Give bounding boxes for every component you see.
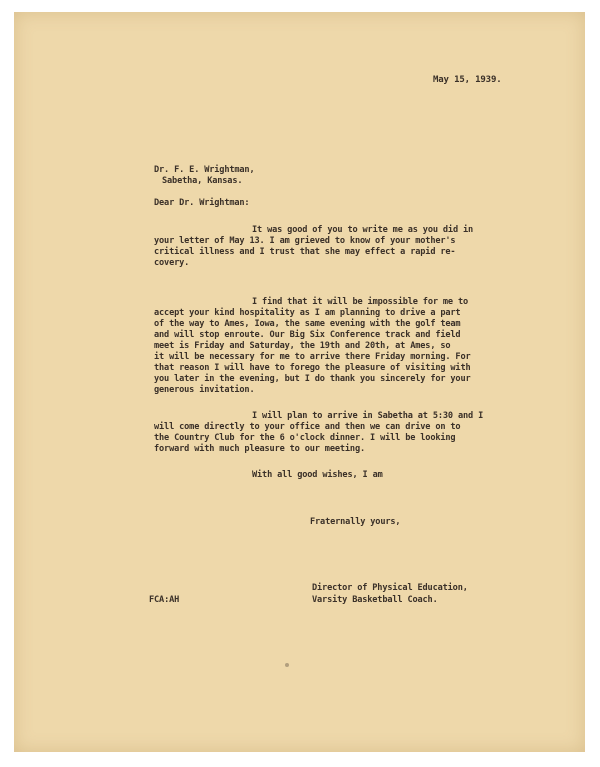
- paragraph-line: accept your kind hospitality as I am planning to drive a part: [154, 308, 461, 318]
- closing-line: With all good wishes, I am: [252, 470, 383, 480]
- paragraph-line: I find that it will be impossible for me to: [252, 297, 469, 307]
- salutation: Dear Dr. Wrightman:: [154, 198, 250, 208]
- paragraph-line: you later in the evening, but I do thank you sincerely for your: [154, 374, 471, 384]
- paragraph-line: covery.: [154, 258, 190, 268]
- paragraph-line: meet is Friday and Saturday, the 19th and 20th, at Ames, so: [154, 341, 451, 351]
- paragraph-line: forward with much pleasure to our meeting.: [154, 444, 366, 454]
- paragraph-line: the Country Club for the 6 o'clock dinner. I will be looking: [154, 433, 456, 443]
- paragraph-line: and will stop enroute. Our Big Six Conference track and field: [154, 330, 461, 340]
- typist-initials: FCA:AH: [149, 595, 180, 605]
- paper-speck: [285, 663, 289, 667]
- paragraph-line: I will plan to arrive in Sabetha at 5:30 and I: [252, 411, 484, 421]
- signature-title-line-1: Director of Physical Education,: [312, 583, 468, 593]
- signature-title-line-2: Varsity Basketball Coach.: [312, 595, 438, 605]
- letter-page: [14, 12, 585, 752]
- paragraph-line: It was good of you to write me as you did in: [252, 225, 474, 235]
- paragraph-line: of the way to Ames, Iowa, the same evening with the golf team: [154, 319, 461, 329]
- paragraph-line: it will be necessary for me to arrive there Friday morning. For: [154, 352, 471, 362]
- complimentary-close: Fraternally yours,: [310, 517, 401, 527]
- paragraph-line: your letter of May 13. I am grieved to know of your mother's: [154, 236, 456, 246]
- paragraph-2: [154, 297, 534, 396]
- recipient-city: Sabetha, Kansas.: [162, 176, 243, 186]
- paragraph-line: generous invitation.: [154, 385, 255, 395]
- recipient-name: Dr. F. E. Wrightman,: [154, 165, 255, 175]
- paragraph-3: [154, 411, 534, 455]
- paragraph-line: will come directly to your office and then we can drive on to: [154, 422, 461, 432]
- paragraph-1: [154, 225, 534, 269]
- paragraph-line: that reason I will have to forego the pleasure of visiting with: [154, 363, 471, 373]
- paragraph-line: critical illness and I trust that she may effect a rapid re-: [154, 247, 456, 257]
- letter-date: May 15, 1939.: [433, 75, 502, 85]
